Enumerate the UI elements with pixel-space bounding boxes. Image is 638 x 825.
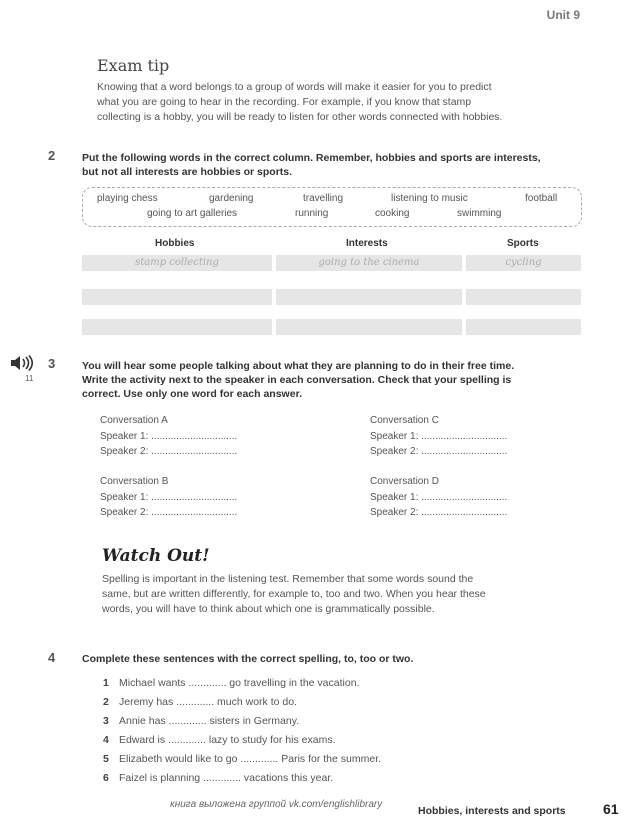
sentence-text[interactable]: Edward is ............. lazy to study for his exams. (119, 734, 336, 746)
question-4-instructions: Complete these sentences with the correct spelling, to, too or two. (82, 653, 414, 665)
word-bank-item: travelling (303, 193, 344, 204)
sentence-number: 3 (103, 715, 109, 727)
speaker-answer-line[interactable]: Speaker 2: ............................... (370, 507, 508, 518)
instruction-line: Write the activity next to the speaker in each conversation. Check that your spelling is (82, 374, 512, 386)
column-header-sports: Sports (507, 238, 539, 249)
question-2-instructions (82, 151, 582, 179)
sentence-item (103, 772, 333, 784)
sentence-number: 4 (103, 734, 109, 746)
exam-tip-body (97, 80, 567, 125)
word-bank-item: going to art galleries (147, 208, 238, 219)
watch-out-body (102, 572, 552, 617)
table-cell-blank[interactable] (276, 319, 462, 335)
sentence-text[interactable]: Jeremy has ............. much work to do. (119, 696, 297, 708)
table-cell-example: stamp collecting (82, 255, 272, 271)
table-cell-example: going to the cinema (276, 255, 462, 271)
word-bank (82, 187, 582, 227)
instruction-line: Put the following words in the correct column. Remember, hobbies and sports are interests, (82, 152, 541, 164)
question-number-3: 3 (48, 356, 56, 371)
question-number-4: 4 (48, 650, 56, 665)
instruction-line: You will hear some people talking about what they are planning to do in their free time. (82, 360, 515, 372)
table-cell-blank[interactable] (82, 289, 272, 305)
table-cell-example: cycling (466, 255, 581, 271)
conversation-title: Conversation D (370, 476, 439, 487)
speaker-answer-line[interactable]: Speaker 2: ............................... (100, 446, 238, 457)
word-bank-item: swimming (457, 208, 502, 219)
instruction-line: correct. Use only one word for each answer. (82, 388, 302, 400)
word-bank-item: gardening (209, 193, 254, 204)
sentence-number: 1 (103, 677, 109, 689)
audio-speaker-icon[interactable] (10, 355, 36, 371)
conversation-b (100, 474, 237, 521)
exam-tip-line: collecting is a hobby, you will be ready to listen for other words connected with hobbies. (97, 111, 503, 123)
column-header-interests: Interests (346, 238, 388, 249)
speaker-answer-line[interactable]: Speaker 1: ............................... (100, 430, 238, 442)
speaker-answer-line[interactable]: Speaker 1: ............................... (100, 491, 238, 503)
sentence-text[interactable]: Annie has ............. sisters in Germany. (119, 715, 300, 727)
sentence-item (103, 753, 381, 765)
conversation-title: Conversation A (100, 415, 168, 426)
footer-title: Hobbies, interests and sports (418, 805, 566, 817)
sentence-number: 5 (103, 753, 109, 765)
word-bank-item: cooking (375, 208, 410, 219)
table-cell-blank[interactable] (276, 289, 462, 305)
speaker-answer-line[interactable]: Speaker 1: ............................... (370, 491, 508, 503)
sentence-number: 2 (103, 696, 109, 708)
instruction-line: but not all interests are hobbies or sports. (82, 166, 293, 178)
sentence-item (103, 734, 336, 746)
speaker-answer-line[interactable]: Speaker 1: ............................... (370, 430, 508, 442)
conversation-a (100, 413, 237, 460)
word-bank-item: running (295, 208, 329, 219)
sentence-item (103, 715, 299, 727)
word-bank-item: listening to music (391, 193, 468, 204)
sentence-text[interactable]: Elizabeth would like to go ............. Paris for the summer. (119, 753, 382, 765)
speaker-answer-line[interactable]: Speaker 2: ............................... (100, 507, 238, 518)
page-number: 61 (603, 801, 619, 817)
exam-tip-line: Knowing that a word belongs to a group of words will make it easier for you to predict (97, 81, 492, 93)
conversation-c (370, 413, 507, 460)
sentence-text[interactable]: Faizel is planning ............. vacations this year. (119, 772, 334, 784)
watch-out-line: Spelling is important in the listening test. Remember that some words sound the (102, 573, 474, 585)
sentence-item (103, 696, 297, 708)
audio-track-number: 11 (25, 374, 34, 383)
speaker-answer-line[interactable]: Speaker 2: ............................... (370, 446, 508, 457)
table-cell-blank[interactable] (466, 289, 581, 305)
exam-tip-line: what you are going to hear in the recording. For example, if you know that stamp (97, 96, 472, 108)
sentence-item (103, 677, 359, 689)
conversation-title: Conversation B (100, 476, 169, 487)
sentence-text[interactable]: Michael wants ............. go travelling in the vacation. (119, 677, 360, 689)
unit-label: Unit 9 (546, 8, 580, 22)
conversation-d (370, 474, 507, 521)
conversation-title: Conversation C (370, 415, 439, 426)
question-number-2: 2 (48, 148, 56, 163)
watch-out-line: words, you will have to think about which one is grammatically possible. (102, 603, 435, 615)
question-3-instructions (82, 359, 582, 401)
word-bank-item: playing chess (97, 193, 158, 204)
table-cell-blank[interactable] (82, 319, 272, 335)
watch-out-line: same, but are written differently, for example to, too and two. When you hear these (102, 588, 486, 600)
sentence-number: 6 (103, 772, 109, 784)
table-cell-blank[interactable] (466, 319, 581, 335)
word-bank-item: football (525, 193, 558, 204)
footer-credit: книга выложена группой vk.com/englishlibrary (170, 799, 383, 810)
watch-out-title: Watch Out! (102, 546, 210, 566)
column-header-hobbies: Hobbies (155, 238, 195, 249)
exam-tip-title: Exam tip (97, 56, 170, 75)
